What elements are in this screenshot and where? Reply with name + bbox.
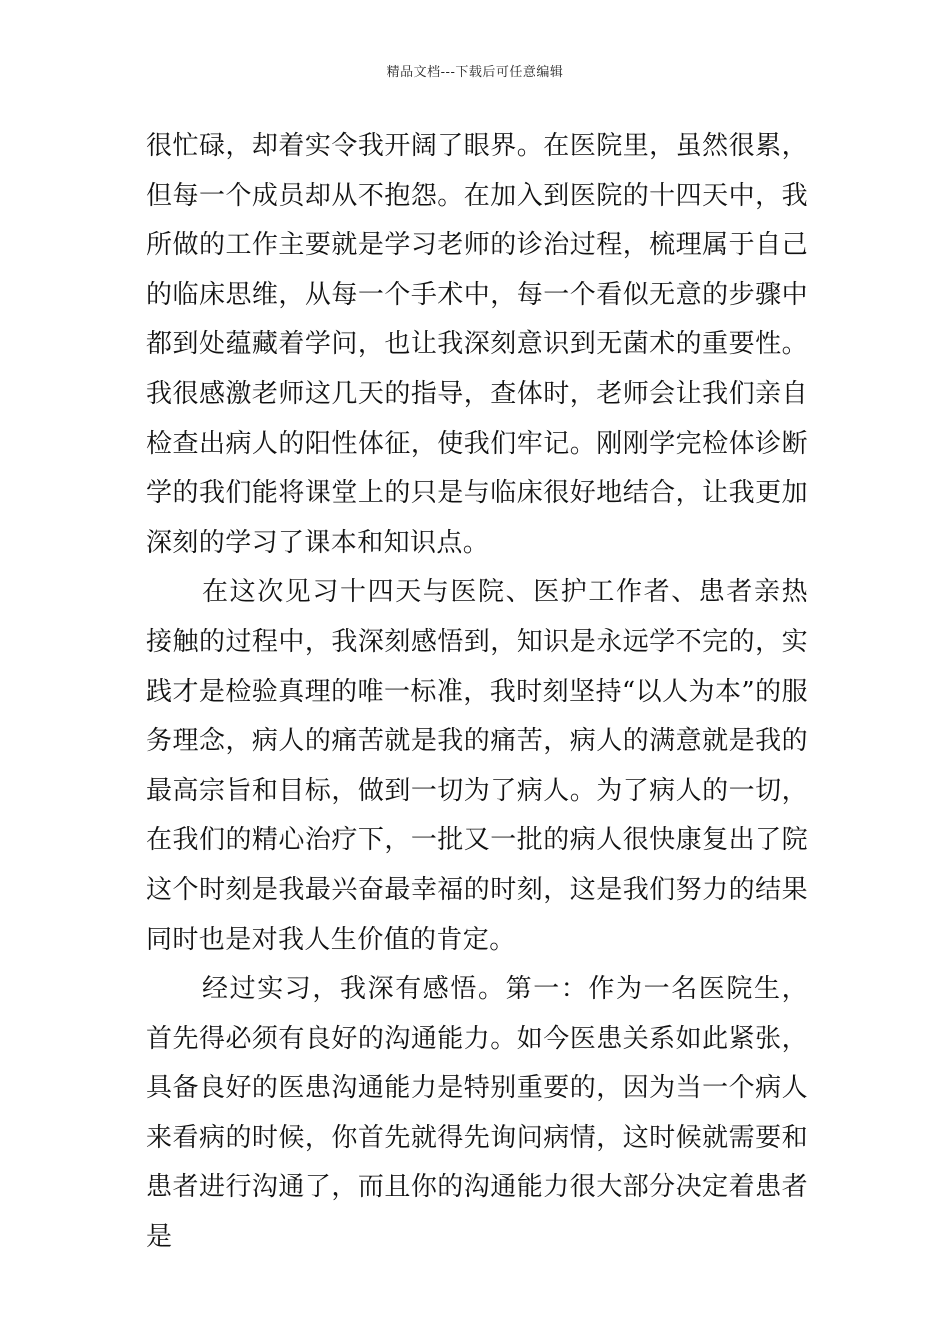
paragraph-2: 在这次见习十四天与医院、医护工作者、患者亲热接触的过程中，我深刻感悟到，知识是永远学不完的，实践才是检验真理的唯一标准，我时刻坚持“以人为本”的服务理念，病人的痛苦就是我的痛苦，病人的满意就是我的最高宗旨和目标，做到一切为了病人。为了病人的一切，在我们的精心治疗下，一批又一批的病人很快康复出了院这个时刻是我最兴奋最幸福的时刻，这是我们努力的结果同时也是对我人生价值的肯定。 [146,577,808,955]
paragraph-1: 很忙碌，却着实令我开阔了眼界。在医院里，虽然很累，但每一个成员却从不抱怨。在加入到医院的十四天中，我所做的工作主要就是学习老师的诊治过程，梳理属于自己的临床思维，从每一个手术中，每一个看似无意的步骤中都到处蕴藏着学问，也让我深刻意识到无菌术的重要性。我很感激老师这几天的指导，查体时，老师会让我们亲自检查出病人的阳性体征，使我们牢记。刚刚学完检体诊断学的我们能将课堂上的只是与临床很好地结合，让我更加深刻的学习了课本和知识点。 [146,131,808,558]
paragraph-3: 经过实习，我深有感悟。第一：作为一名医院生，首先得必须有良好的沟通能力。如今医患关系如此紧张，具备良好的医患沟通能力是特别重要的，因为当一个病人来看病的时候，你首先就得先询问病情，这时候就需要和患者进行沟通了，而且你的沟通能力很大部分决定着患者是 [146,974,808,1253]
document-body [146,122,808,1263]
page-header: 精品文档---下载后可任意编辑 [386,65,564,80]
